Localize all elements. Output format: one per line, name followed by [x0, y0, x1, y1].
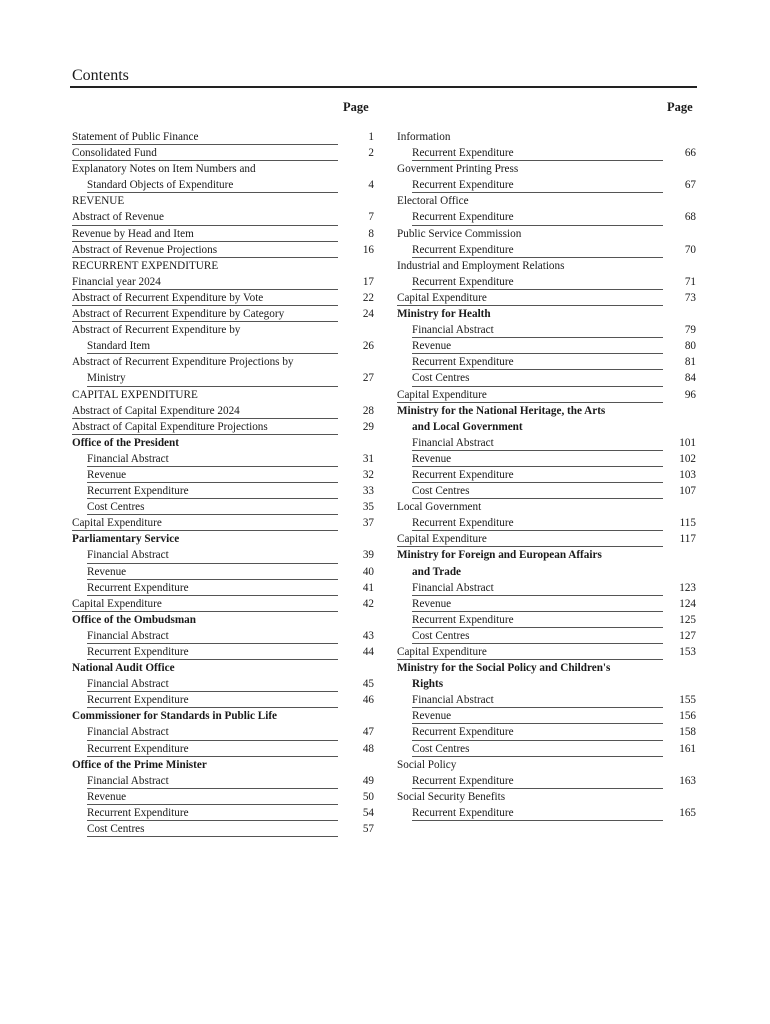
toc-entry-title: and Local Government: [412, 420, 523, 433]
toc-entry-title: Recurrent Expenditure: [412, 517, 514, 530]
toc-entry: [72, 290, 374, 306]
toc-entry-title: Parliamentary Service: [72, 533, 180, 546]
toc-entry-title: Cost Centres: [412, 372, 470, 385]
toc-entry: [72, 387, 374, 403]
toc-entry-title: Financial Abstract: [87, 774, 169, 787]
toc-entry: [72, 580, 374, 596]
toc-entry-page: 158: [679, 726, 696, 739]
toc-entry-title: Cost Centres: [412, 742, 470, 755]
toc-entry: [397, 596, 697, 612]
toc-entry-page: 27: [362, 372, 374, 385]
toc-entry-title: Abstract of Recurrent Expenditure Projections by: [72, 356, 294, 369]
toc-entry: [72, 403, 374, 419]
toc-entry: [72, 306, 374, 322]
toc-entry: [72, 129, 374, 145]
toc-entry-page: 71: [684, 275, 696, 288]
toc-entry-page: 43: [362, 629, 374, 642]
toc-entry-title: Financial Abstract: [412, 436, 494, 449]
toc-entry-page: 127: [679, 629, 696, 642]
page-title: Contents: [72, 67, 129, 84]
toc-entry-page: 47: [362, 726, 374, 739]
toc-column-right: [397, 129, 697, 821]
toc-entry: [397, 531, 697, 547]
toc-entry-title: Financial Abstract: [87, 452, 169, 465]
toc-entry-page: 32: [362, 468, 374, 481]
toc-entry-page: 46: [362, 694, 374, 707]
toc-entry-title: Recurrent Expenditure: [412, 211, 514, 224]
toc-column-left: [72, 129, 374, 837]
toc-entry: [72, 789, 374, 805]
toc-entry-page: 80: [684, 340, 696, 353]
toc-entry: [397, 209, 697, 225]
page-column-header-right: Page: [667, 100, 693, 114]
toc-entry-page: 49: [362, 774, 374, 787]
toc-entry-title: Capital Expenditure: [397, 646, 487, 658]
toc-entry: [72, 821, 374, 837]
toc-entry-title: Recurrent Expenditure: [412, 275, 514, 288]
toc-entry: [397, 145, 697, 161]
toc-entry: [397, 483, 697, 499]
toc-entry-title: Abstract of Revenue: [72, 211, 164, 224]
toc-entry: [397, 354, 697, 370]
toc-entry: [397, 226, 697, 242]
toc-entry-page: 17: [362, 275, 374, 288]
toc-entry-title: RECURRENT EXPENDITURE: [72, 259, 219, 272]
toc-entry-page: 8: [368, 227, 374, 240]
toc-entry-page: 123: [679, 581, 696, 594]
toc-entry: [72, 145, 374, 161]
toc-entry: [72, 741, 374, 757]
toc-entry-title: Recurrent Expenditure: [87, 485, 189, 498]
toc-entry: [397, 805, 697, 821]
toc-entry-title: Rights: [412, 678, 444, 691]
toc-entry-title: Recurrent Expenditure: [412, 179, 514, 192]
toc-entry-title: Ministry for the Social Policy and Children's: [397, 662, 611, 675]
toc-entry: [397, 644, 697, 660]
toc-entry: [397, 547, 697, 563]
toc-entry-title: Financial Abstract: [87, 629, 169, 642]
toc-entry-title: Revenue: [412, 597, 452, 610]
toc-entry: [397, 451, 697, 467]
toc-entry: [72, 419, 374, 435]
title-rule: [70, 86, 697, 88]
toc-entry-title: National Audit Office: [72, 662, 175, 675]
toc-entry-page: 48: [362, 742, 374, 755]
toc-entry-page: 66: [684, 147, 696, 160]
toc-entry: [397, 435, 697, 451]
toc-entry-title: Ministry for Foreign and European Affairs: [397, 549, 602, 562]
toc-entry-title: Public Service Commission: [397, 227, 522, 240]
toc-entry: [397, 193, 697, 209]
toc-entry-title: Capital Expenditure: [72, 517, 162, 530]
toc-entry: [397, 692, 697, 708]
toc-entry-page: 125: [679, 613, 696, 626]
toc-entry-title: Abstract of Capital Expenditure 2024: [72, 404, 240, 417]
toc-entry: [72, 338, 374, 354]
toc-entry-page: 40: [362, 565, 374, 578]
toc-entry: [397, 129, 697, 145]
toc-entry: [72, 596, 374, 612]
toc-entry-title: Abstract of Recurrent Expenditure by Vote: [72, 291, 264, 304]
toc-entry: [72, 322, 374, 338]
toc-entry-title: Recurrent Expenditure: [87, 581, 189, 594]
toc-entry-title: Capital Expenditure: [397, 533, 487, 546]
toc-entry-page: 54: [362, 806, 374, 819]
toc-entry-title: Recurrent Expenditure: [412, 726, 514, 739]
toc-entry: [397, 177, 697, 193]
toc-entry-page: 28: [362, 404, 374, 417]
toc-entry-title: Abstract of Recurrent Expenditure by Category: [72, 308, 285, 321]
toc-entry-title: Abstract of Capital Expenditure Projections: [72, 420, 268, 433]
toc-entry-title: Recurrent Expenditure: [412, 147, 514, 160]
toc-entry-title: Financial year 2024: [72, 275, 161, 288]
toc-entry-page: 96: [684, 388, 696, 401]
toc-entry: [397, 757, 697, 773]
toc-entry: [72, 692, 374, 708]
toc-entry: [397, 773, 697, 789]
toc-entry-rule: [412, 820, 663, 821]
toc-entry-title: Recurrent Expenditure: [87, 646, 189, 658]
toc-entry-page: 70: [684, 243, 696, 256]
toc-entry-title: Explanatory Notes on Item Numbers and: [72, 163, 256, 176]
toc-entry-page: 22: [362, 291, 374, 304]
toc-entry-title: Capital Expenditure: [397, 388, 487, 401]
toc-entry: [397, 338, 697, 354]
toc-entry: [397, 789, 697, 805]
toc-entry-page: 35: [362, 501, 374, 514]
toc-entry: [72, 499, 374, 515]
toc-entry-title: Financial Abstract: [412, 694, 494, 707]
toc-entry-page: 124: [679, 597, 696, 610]
toc-entry-rule: [87, 836, 338, 837]
toc-entry-title: Industrial and Employment Relations: [397, 259, 565, 272]
toc-entry: [72, 773, 374, 789]
toc-entry: [72, 515, 374, 531]
toc-entry-page: 161: [679, 742, 696, 755]
toc-entry: [397, 161, 697, 177]
toc-entry: [72, 612, 374, 628]
toc-entry-title: Government Printing Press: [397, 163, 519, 176]
toc-entry: [72, 193, 374, 209]
toc-entry-title: Revenue: [412, 452, 452, 465]
toc-entry: [72, 161, 374, 177]
toc-entry-title: Local Government: [397, 501, 482, 514]
toc-entry-page: 44: [362, 646, 374, 658]
toc-entry-title: Recurrent Expenditure: [87, 742, 189, 755]
toc-entry-title: Revenue: [87, 468, 127, 481]
toc-entry-page: 26: [362, 340, 374, 353]
toc-entry-title: REVENUE: [72, 195, 125, 208]
toc-entry-title: Cost Centres: [412, 485, 470, 498]
toc-entry-title: Financial Abstract: [87, 549, 169, 562]
toc-entry-page: 68: [684, 211, 696, 224]
toc-entry: [397, 724, 697, 740]
toc-entry-page: 73: [684, 291, 696, 304]
toc-entry-title: Recurrent Expenditure: [412, 356, 514, 369]
toc-entry: [397, 676, 697, 692]
toc-entry-title: Recurrent Expenditure: [412, 806, 514, 819]
toc-entry: [397, 741, 697, 757]
toc-entry-page: 41: [362, 581, 374, 594]
toc-entry-title: Ministry for Health: [397, 308, 491, 321]
toc-entry-page: 163: [679, 774, 696, 787]
toc-entry-page: 117: [679, 533, 696, 546]
toc-entry: [397, 322, 697, 338]
toc-entry: [72, 547, 374, 563]
toc-entry: [397, 515, 697, 531]
toc-entry-page: 107: [679, 485, 696, 498]
toc-entry-page: 42: [362, 597, 374, 610]
toc-entry: [72, 708, 374, 724]
toc-entry-page: 81: [684, 356, 696, 369]
toc-entry: [397, 660, 697, 676]
toc-entry: [72, 274, 374, 290]
toc-entry-page: 67: [684, 179, 696, 192]
toc-entry-title: Social Security Benefits: [397, 790, 506, 803]
toc-entry-page: 101: [679, 436, 696, 449]
toc-entry-page: 155: [679, 694, 696, 707]
toc-entry: [72, 467, 374, 483]
toc-entry: [72, 805, 374, 821]
toc-entry-page: 57: [362, 823, 374, 836]
toc-entry-page: 7: [368, 211, 374, 224]
toc-entry-title: Commissioner for Standards in Public Life: [72, 710, 278, 723]
toc-entry-title: Revenue: [87, 565, 127, 578]
toc-entry-page: 79: [684, 324, 696, 337]
toc-entry: [397, 580, 697, 596]
toc-entry-title: Electoral Office: [397, 195, 469, 208]
toc-entry-title: Recurrent Expenditure: [412, 774, 514, 787]
toc-entry-title: Abstract of Revenue Projections: [72, 243, 218, 256]
toc-entry-page: 153: [679, 646, 696, 658]
page-column-header-left: Page: [343, 100, 369, 114]
toc-entry-page: 102: [679, 452, 696, 465]
toc-entry: [397, 564, 697, 580]
toc-entry: [397, 403, 697, 419]
toc-entry-title: Social Policy: [397, 758, 457, 771]
toc-entry: [72, 177, 374, 193]
toc-entry: [397, 258, 697, 274]
toc-entry-page: 50: [362, 790, 374, 803]
toc-entry-title: Standard Item: [87, 340, 151, 353]
toc-entry: [72, 628, 374, 644]
toc-entry: [72, 660, 374, 676]
toc-entry-page: 45: [362, 678, 374, 691]
toc-entry-title: Office of the President: [72, 436, 179, 449]
toc-entry: [72, 242, 374, 258]
toc-entry: [397, 708, 697, 724]
toc-entry-title: and Trade: [412, 565, 462, 578]
toc-entry: [397, 387, 697, 403]
toc-entry: [397, 628, 697, 644]
toc-entry-title: Information: [397, 131, 451, 143]
toc-entry-title: CAPITAL EXPENDITURE: [72, 388, 198, 401]
toc-entry-title: Standard Objects of Expenditure: [87, 179, 234, 192]
toc-entry: [397, 499, 697, 515]
toc-entry: [72, 676, 374, 692]
toc-entry-title: Financial Abstract: [412, 581, 494, 594]
toc-entry-title: Ministry: [87, 372, 126, 385]
toc-entry: [72, 226, 374, 242]
toc-entry-title: Recurrent Expenditure: [412, 243, 514, 256]
toc-entry: [397, 290, 697, 306]
toc-entry-page: 1: [368, 131, 374, 143]
toc-entry-title: Cost Centres: [412, 629, 470, 642]
toc-entry-title: Financial Abstract: [87, 678, 169, 691]
toc-entry: [397, 242, 697, 258]
toc-entry: [72, 483, 374, 499]
toc-entry-title: Financial Abstract: [87, 726, 169, 739]
toc-entry: [72, 644, 374, 660]
toc-entry-title: Capital Expenditure: [72, 597, 162, 610]
toc-entry: [72, 354, 374, 370]
toc-entry-page: 24: [362, 308, 374, 321]
toc-entry: [397, 612, 697, 628]
toc-entry-page: 2: [368, 147, 374, 160]
toc-entry-title: Recurrent Expenditure: [87, 806, 189, 819]
toc-entry-title: Office of the Ombudsman: [72, 613, 196, 626]
toc-entry-page: 33: [362, 485, 374, 498]
toc-entry: [397, 306, 697, 322]
toc-entry-title: Consolidated Fund: [72, 147, 157, 160]
toc-entry: [397, 419, 697, 435]
toc-entry: [397, 274, 697, 290]
toc-entry-page: 84: [684, 372, 696, 385]
toc-entry-page: 156: [679, 710, 696, 723]
toc-entry-title: Statement of Public Finance: [72, 131, 199, 143]
toc-entry-page: 4: [368, 179, 374, 192]
toc-entry-page: 29: [362, 420, 374, 433]
toc-entry-title: Cost Centres: [87, 823, 145, 836]
toc-entry-title: Recurrent Expenditure: [412, 613, 514, 626]
toc-entry: [72, 724, 374, 740]
toc-entry-title: Office of the Prime Minister: [72, 758, 207, 771]
toc-entry-title: Abstract of Recurrent Expenditure by: [72, 324, 241, 337]
toc-entry-page: 165: [679, 806, 696, 819]
toc-entry-page: 31: [362, 452, 374, 465]
toc-entry: [397, 370, 697, 386]
toc-entry: [397, 467, 697, 483]
toc-entry: [72, 757, 374, 773]
toc-entry-title: Revenue: [412, 710, 452, 723]
toc-entry: [72, 370, 374, 386]
toc-entry-title: Ministry for the National Heritage, the Arts: [397, 404, 606, 417]
toc-entry-title: Cost Centres: [87, 501, 145, 514]
toc-entry: [72, 209, 374, 225]
toc-entry-title: Financial Abstract: [412, 324, 494, 337]
toc-entry-title: Revenue: [87, 790, 127, 803]
toc-entry-title: Recurrent Expenditure: [412, 468, 514, 481]
toc-entry-page: 103: [679, 468, 696, 481]
toc-entry-title: Revenue by Head and Item: [72, 227, 194, 240]
toc-entry-title: Capital Expenditure: [397, 291, 487, 304]
toc-entry-page: 16: [362, 243, 374, 256]
toc-entry-title: Revenue: [412, 340, 452, 353]
toc-entry: [72, 564, 374, 580]
toc-entry-title: Recurrent Expenditure: [87, 694, 189, 707]
toc-entry: [72, 451, 374, 467]
toc-entry-page: 37: [362, 517, 374, 530]
toc-entry: [72, 258, 374, 274]
toc-entry-page: 115: [679, 517, 696, 530]
toc-entry: [72, 531, 374, 547]
toc-entry: [72, 435, 374, 451]
toc-entry-page: 39: [362, 549, 374, 562]
